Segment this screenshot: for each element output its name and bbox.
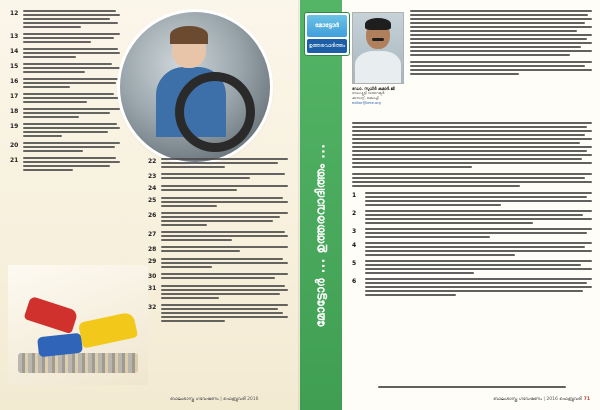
point-number: 1	[352, 192, 357, 199]
author-org: കുസാറ്റ്, കൊച്ചി	[352, 95, 379, 100]
list-item	[10, 108, 120, 118]
list-item	[148, 185, 288, 192]
green-side-band	[300, 0, 342, 410]
item-number: 30	[148, 273, 157, 280]
list-item	[352, 260, 592, 274]
item-number: 28	[148, 246, 157, 253]
logo-bottom-text: ഉത്തരവാദിത്തം	[307, 39, 347, 53]
item-number: 22	[148, 158, 157, 165]
author-photo	[352, 12, 404, 84]
point-number: 3	[352, 228, 357, 235]
list-item	[148, 273, 288, 280]
right-page-footer: ബാലശാസ്ത്ര ഗവേഷണം | 2016 ഫെബ്രുവരി 71	[493, 397, 590, 402]
item-number: 26	[148, 212, 157, 219]
author-name: ഡോ. സുധീർ കുമാർ.ജി	[352, 86, 395, 91]
right-page	[300, 0, 600, 410]
list-item	[148, 258, 288, 268]
vertical-section-title: മോട്ടോർ ... ഉത്തരവാദിത്തം ...	[313, 143, 328, 327]
item-number: 15	[10, 63, 19, 70]
point-number: 2	[352, 210, 357, 217]
list-item	[10, 10, 120, 28]
author-credit	[352, 86, 406, 105]
list-item	[10, 63, 120, 73]
logo-top-text: മോട്ടോർ	[307, 15, 347, 37]
list-item	[10, 93, 120, 103]
point-number: 5	[352, 260, 357, 267]
page-number: 71	[583, 397, 590, 402]
item-number: 24	[148, 185, 157, 192]
item-number: 13	[10, 33, 19, 40]
list-item	[352, 242, 592, 256]
left-column-list	[10, 10, 120, 176]
article-body	[352, 122, 592, 300]
item-number: 14	[10, 48, 19, 55]
item-number: 25	[148, 197, 157, 204]
item-number: 20	[10, 142, 19, 149]
list-item	[10, 78, 120, 88]
list-item	[148, 246, 288, 253]
list-item	[10, 142, 120, 152]
intro-text-column	[410, 10, 592, 80]
list-item	[352, 192, 592, 206]
point-number: 4	[352, 242, 357, 249]
item-number: 19	[10, 123, 19, 130]
item-number: 23	[148, 173, 157, 180]
list-item	[148, 285, 288, 299]
item-number: 18	[10, 108, 19, 115]
list-item	[148, 197, 288, 207]
list-item	[148, 158, 288, 168]
item-number: 32	[148, 304, 157, 311]
list-item	[352, 278, 592, 296]
list-item	[10, 157, 120, 171]
list-item	[148, 231, 288, 241]
child-driving-photo	[120, 12, 270, 162]
car-crash-illustration	[8, 265, 148, 385]
item-number: 27	[148, 231, 157, 238]
item-number: 21	[10, 157, 19, 164]
item-number: 31	[148, 285, 157, 292]
closing-line	[352, 386, 592, 388]
steering-wheel-icon	[175, 72, 255, 152]
middle-column-list	[148, 158, 288, 327]
point-number: 6	[352, 278, 357, 285]
list-item	[352, 210, 592, 224]
item-number: 12	[10, 10, 19, 17]
left-page-footer: ബാലശാസ്ത്ര ഗവേഷണം | ഫെബ്രുവരി 2016	[170, 397, 259, 402]
list-item	[148, 173, 288, 180]
author-email[interactable]: editor@ieee.org	[352, 100, 381, 105]
item-number: 29	[148, 258, 157, 265]
list-item	[148, 212, 288, 226]
item-number: 16	[10, 78, 19, 85]
item-number: 17	[10, 93, 19, 100]
list-item	[352, 228, 592, 238]
list-item	[10, 33, 120, 43]
list-item	[10, 48, 120, 58]
series-logo	[304, 12, 350, 56]
list-item	[10, 123, 120, 137]
list-item	[148, 304, 288, 322]
author-role: ഡെപ്യൂട്ടി ഡയറക്ടർ	[352, 91, 385, 96]
